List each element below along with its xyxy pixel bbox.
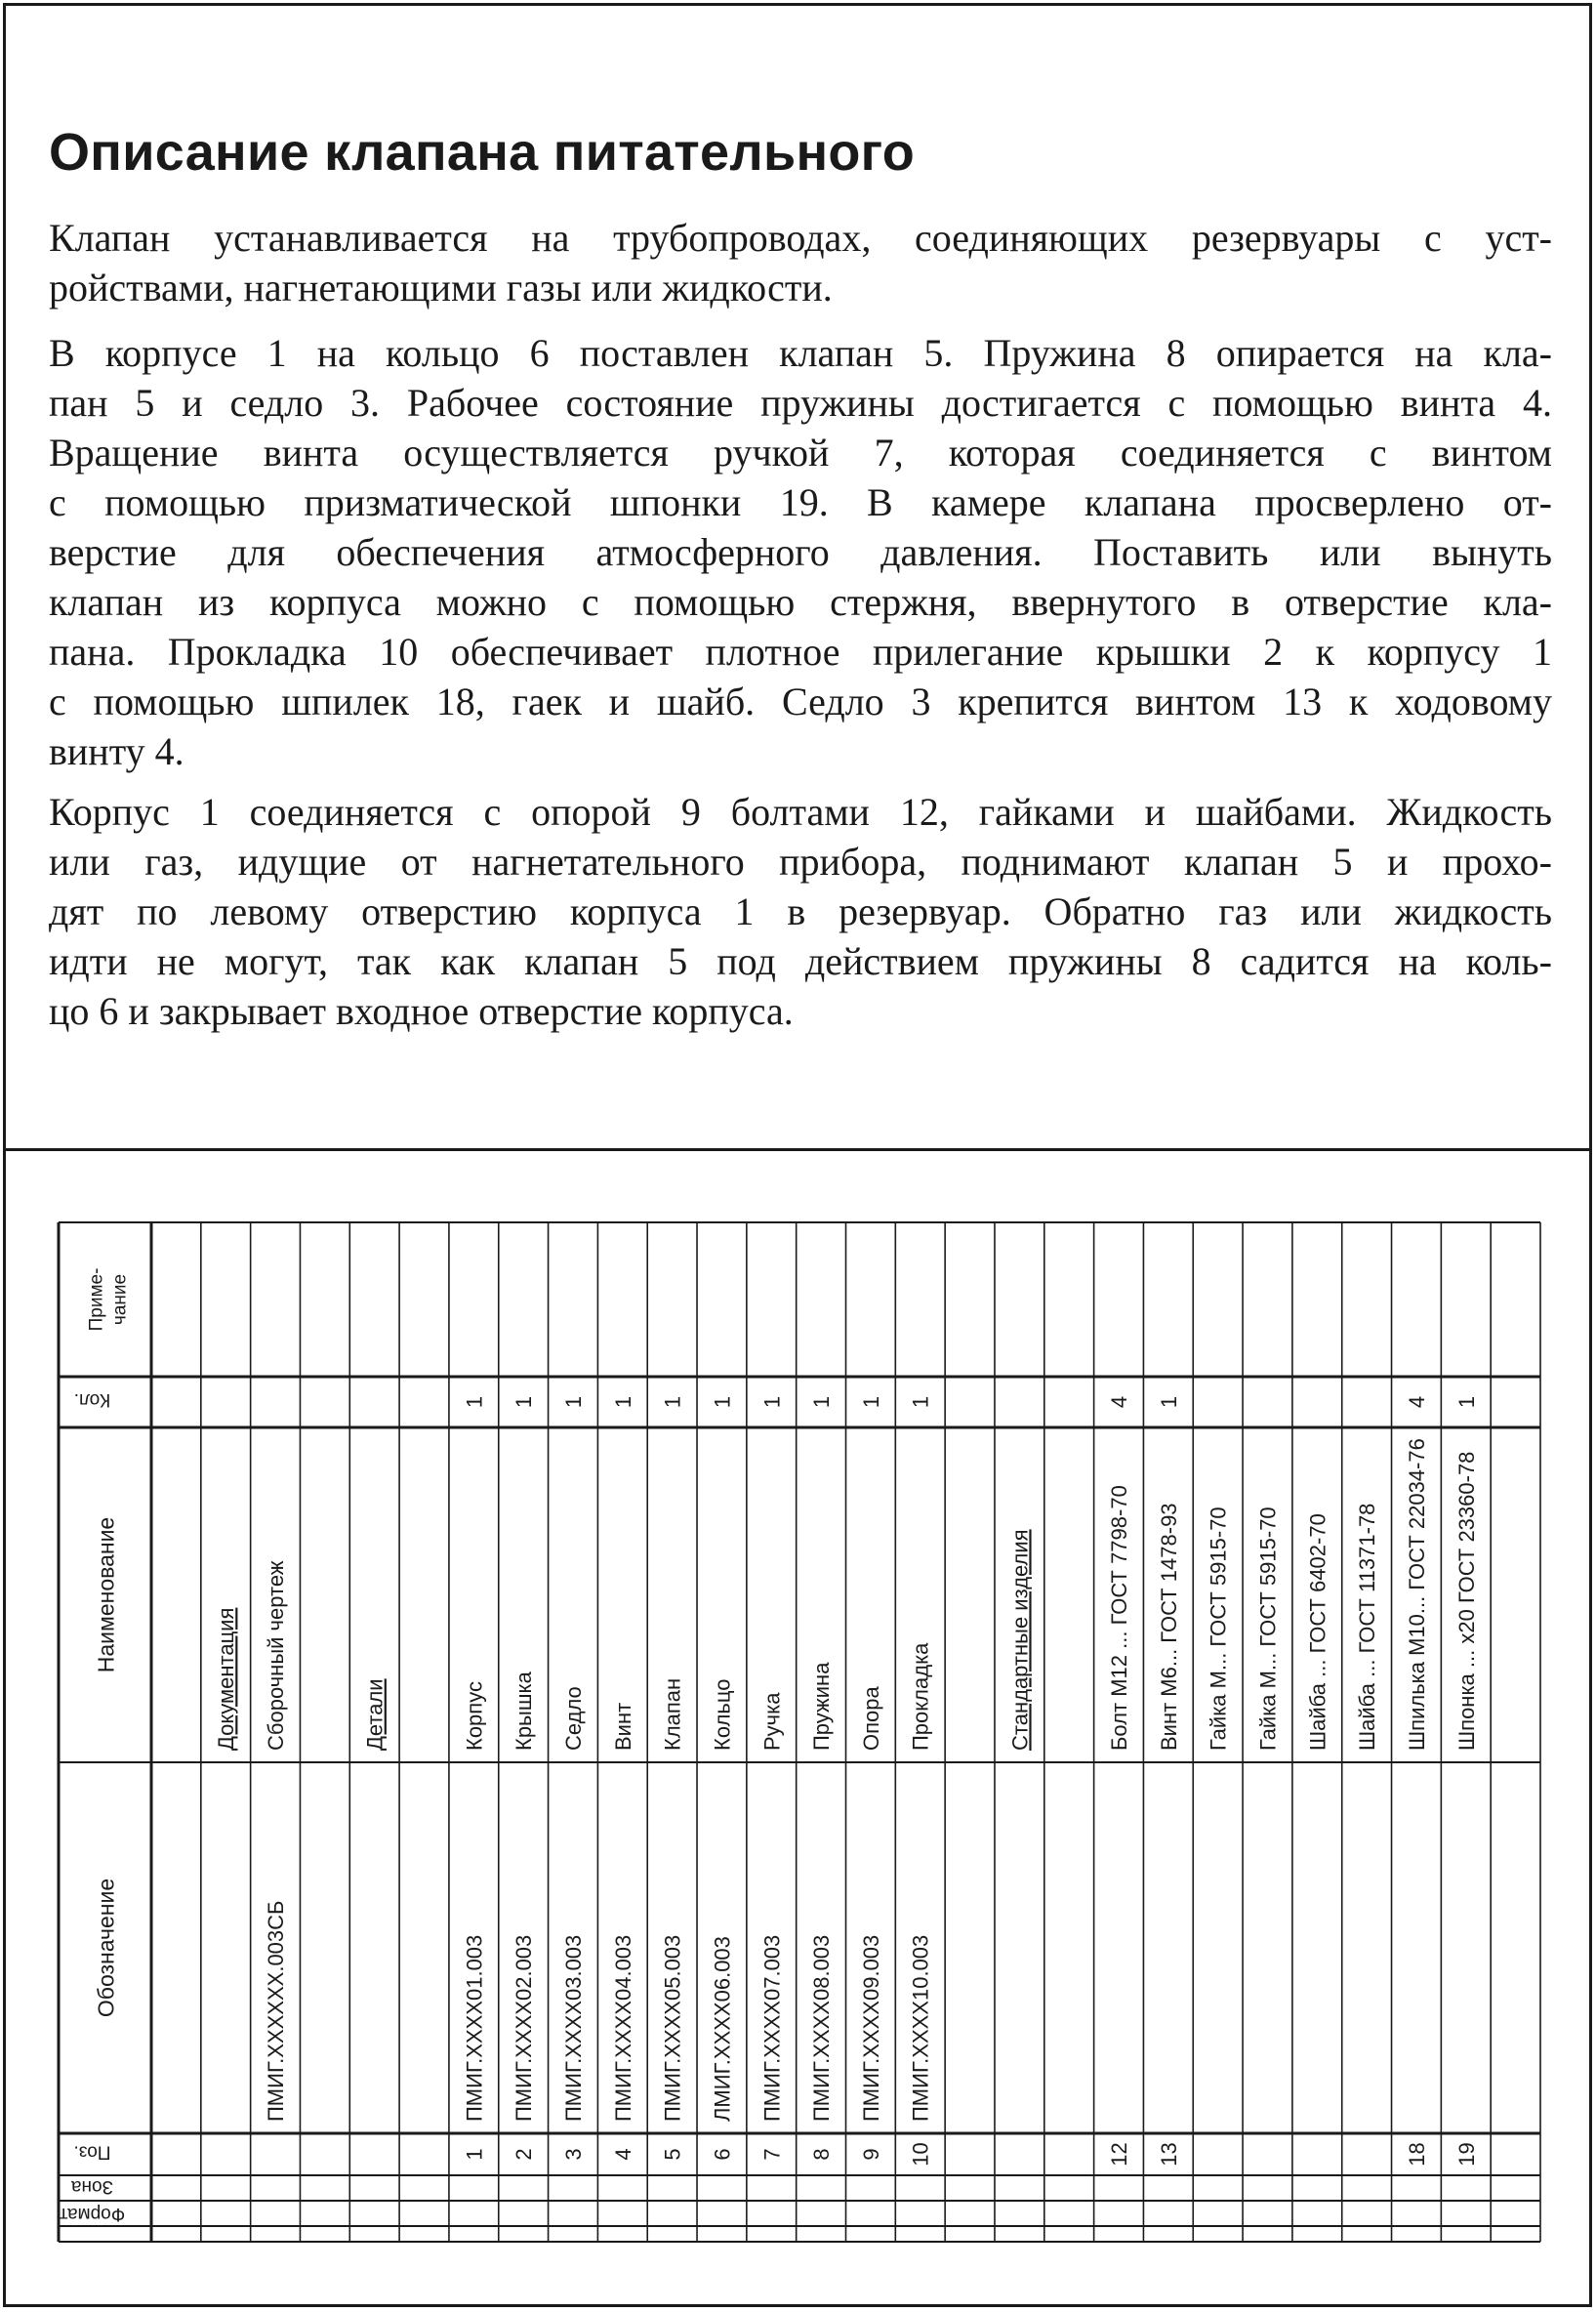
paragraph-line: винту 4. (49, 729, 184, 773)
header-qty: Кол. (73, 1389, 111, 1410)
row-designation: ПМИГ.XXXX10.003 (908, 1934, 933, 2122)
row-name: Детали (362, 1678, 388, 1751)
header-format: Формат (59, 2204, 126, 2224)
row-name: Клапан (660, 1677, 685, 1751)
row-qty: 1 (759, 1395, 785, 1409)
header-designation: Обозначение (93, 1878, 119, 2018)
paragraph-line: цо 6 и закрывает входное отверстие корпуса. (49, 989, 794, 1033)
row-name: Гайка М... ГОСТ 5915-70 (1255, 1507, 1281, 1751)
row-name: Пружина (809, 1662, 835, 1751)
header-name: Наименование (93, 1516, 119, 1673)
page-title: Описание клапана питательного (49, 123, 916, 182)
row-name: Гайка М... ГОСТ 5915-70 (1206, 1507, 1231, 1751)
row-pos: 3 (560, 2148, 586, 2161)
header-pos: Поз. (73, 2141, 111, 2163)
row-designation: ЛМИГ.XXXX06.003 (710, 1936, 735, 2122)
paragraph-line: Вращение винта осуществляется ручкой 7, которая соединяется с винтом (49, 431, 1552, 475)
row-qty: 1 (560, 1395, 586, 1409)
row-pos: 2 (512, 2148, 537, 2161)
paragraph-line: Клапан устанавливается на трубопроводах, соединяющих резервуары с уст- (49, 216, 1552, 260)
row-pos: 19 (1453, 2142, 1479, 2167)
row-qty: 1 (809, 1395, 835, 1409)
row-designation: ПМИГ.XXXX09.003 (858, 1934, 883, 2122)
row-qty: 1 (710, 1395, 735, 1409)
row-qty: 1 (908, 1395, 933, 1409)
row-pos: 9 (858, 2148, 883, 2161)
row-designation: ПМИГ.XXXX05.003 (660, 1934, 685, 2122)
row-name: Винт (610, 1702, 635, 1751)
row-name: Седло (560, 1686, 586, 1751)
row-name: Стандартные изделия (1007, 1529, 1033, 1751)
row-qty: 1 (1156, 1395, 1181, 1409)
paragraph-line: дят по левому отверстию корпуса 1 в резервуар. Обратно газ или жидкость (49, 889, 1552, 933)
row-name: Ручка (759, 1692, 785, 1751)
row-pos: 4 (610, 2148, 635, 2161)
row-qty: 4 (1404, 1395, 1429, 1409)
row-designation: ПМИГ.XXXX02.003 (512, 1934, 537, 2122)
row-designation: ПМИГ.XXXX01.003 (462, 1934, 487, 2122)
row-qty: 1 (660, 1395, 685, 1409)
row-name: Документация (214, 1607, 239, 1751)
row-pos: 7 (759, 2148, 785, 2161)
row-designation: ПМИГ.XXXX04.003 (610, 1934, 635, 2122)
paragraph-line: клапан из корпуса можно с помощью стержня, ввернутого в отверстие кла- (49, 580, 1552, 624)
row-pos: 10 (908, 2142, 933, 2167)
row-pos: 8 (809, 2148, 835, 2161)
row-name: Шайба ... ГОСТ 11371-78 (1355, 1503, 1380, 1751)
row-designation: ПМИГ.XXXX03.003 (560, 1934, 586, 2122)
row-pos: 1 (462, 2148, 487, 2161)
header-note-line1: Приме- (86, 1267, 107, 1332)
paragraph-line: или газ, идущие от нагнетательного прибора, поднимают клапан 5 и прохо- (49, 840, 1552, 884)
row-qty: 1 (1453, 1395, 1479, 1409)
paragraph-line: с помощью призматической шпонки 19. В камере клапана просверлено от- (49, 480, 1552, 524)
paragraph-line: Корпус 1 соединяется с опорой 9 болтами 12, гайками и шайбами. Жидкость (49, 790, 1552, 834)
row-name: Шпилька М10... ГОСТ 22034-76 (1404, 1438, 1429, 1751)
row-pos: 18 (1404, 2142, 1429, 2167)
row-name: Опора (858, 1686, 883, 1751)
row-name: Шпонка ... х20 ГОСТ 23360-78 (1453, 1451, 1479, 1751)
row-pos: 12 (1107, 2142, 1132, 2167)
row-qty: 4 (1107, 1395, 1132, 1409)
row-pos: 5 (660, 2148, 685, 2161)
row-qty: 1 (858, 1395, 883, 1409)
paragraph-line: пана. Прокладка 10 обеспечивает плотное прилегание крышки 2 к корпусу 1 (49, 630, 1552, 674)
row-qty: 1 (610, 1395, 635, 1409)
row-name: Болт М12 ... ГОСТ 7798-70 (1107, 1485, 1132, 1751)
row-pos: 13 (1156, 2142, 1181, 2167)
paragraph-line: идти не могут, так как клапан 5 под действием пружины 8 садится на коль- (49, 939, 1552, 983)
row-name: Шайба ... ГОСТ 6402-70 (1305, 1513, 1330, 1751)
row-name: Сборочный чертеж (264, 1560, 289, 1751)
row-name: Крышка (512, 1672, 537, 1751)
row-name: Корпус (462, 1681, 487, 1751)
paragraph-line: с помощью шпилек 18, гаек и шайб. Седло 3 крепится винтом 13 к ходовому (49, 680, 1552, 723)
row-name: Прокладка (908, 1642, 933, 1751)
row-designation: ПМИГ.XXXX07.003 (759, 1934, 785, 2122)
header-zone: Зона (70, 2176, 114, 2197)
row-name: Кольцо (710, 1678, 735, 1751)
header-note-line2: чание (109, 1273, 131, 1326)
row-pos: 6 (710, 2148, 735, 2161)
paragraph-line: ройствами, нагнетающими газы или жидкости. (49, 266, 833, 310)
row-name: Винт М6... ГОСТ 1478-93 (1156, 1503, 1181, 1751)
row-qty: 1 (462, 1395, 487, 1409)
paragraph-line: В корпусе 1 на кольцо 6 поставлен клапан 5. Пружина 8 опирается на кла- (49, 331, 1552, 375)
row-designation: ПМИГ.XXXXXX.003СБ (264, 1900, 289, 2122)
row-designation: ПМИГ.XXXX08.003 (809, 1934, 835, 2122)
paragraph-line: пан 5 и седло 3. Рабочее состояние пружины достигается с помощью винта 4. (49, 381, 1552, 425)
paragraph-line: верстие для обеспечения атмосферного давления. Поставить или вынуть (49, 530, 1552, 574)
row-qty: 1 (512, 1395, 537, 1409)
